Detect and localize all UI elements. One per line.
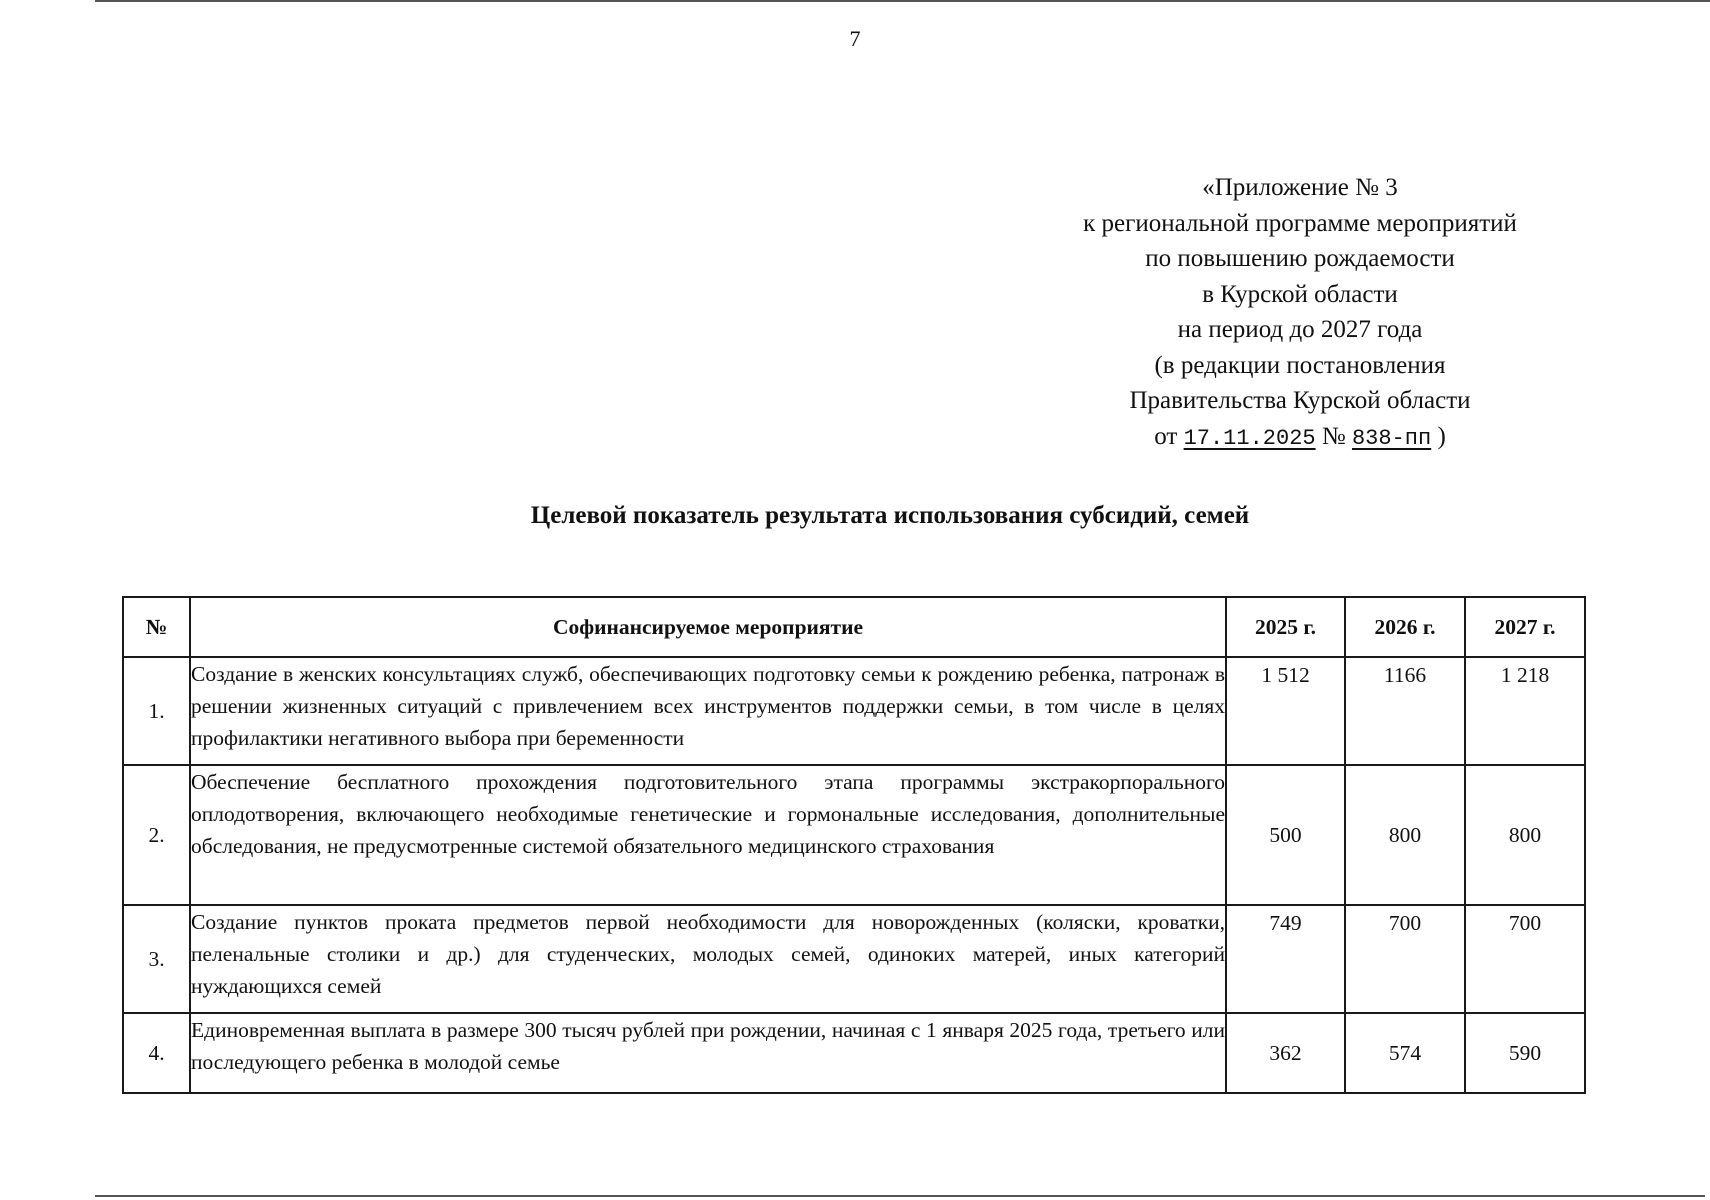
appendix-header: [1000, 170, 1600, 456]
header-num: №: [123, 597, 190, 657]
header-2025: 2025 г.: [1226, 597, 1345, 657]
resolution-number: 838-пп: [1351, 425, 1432, 451]
value-2026: 800: [1345, 765, 1465, 905]
closing-paren: ): [1437, 422, 1446, 450]
number-sign: №: [1321, 422, 1346, 450]
value-2027: 700: [1465, 905, 1585, 1013]
appendix-line: в Курской области: [1202, 280, 1398, 308]
scan-edge-line-top: [95, 0, 1710, 2]
table-row: [123, 1013, 1585, 1093]
row-number: 4.: [123, 1013, 190, 1093]
page-number: 7: [849, 26, 861, 51]
value-2027: 1 218: [1465, 657, 1585, 765]
appendix-line: Правительства Курской области: [1129, 387, 1471, 414]
row-number: 1.: [123, 657, 190, 765]
document-title: Целевой показатель результата использования субсидий, семей: [530, 502, 1250, 529]
appendix-line: на период до 2027 года: [1177, 316, 1423, 343]
appendix-line: (в редакции постановления: [1154, 351, 1446, 379]
scan-edge-line-bottom: [95, 1195, 1705, 1197]
header-measure: Софинансируемое мероприятие: [190, 597, 1226, 657]
value-2027: 800: [1465, 765, 1585, 905]
table-header-row: [123, 597, 1585, 657]
table-row: [123, 905, 1585, 1013]
measure-text: Создание в женских консультациях служб, обеспечивающих подготовку семьи к рождению ребенка, патронаж в решении жизненных ситуаций с привлечением всех инструментов поддержки семьи, в том числе в целях профилактики негативного выбора при беременности: [190, 657, 1226, 765]
value-2025: 362: [1226, 1013, 1345, 1093]
header-2027: 2027 г.: [1465, 597, 1585, 657]
value-2025: 1 512: [1226, 657, 1345, 765]
row-number: 2.: [123, 765, 190, 905]
value-2026: 700: [1345, 905, 1465, 1013]
measure-text: Создание пунктов проката предметов первой необходимости для новорожденных (коляски, кроватки, пеленальные столики и др.) для студенческих, молодых семей, одиноких матерей, иных категорий нуждающихся семей: [190, 905, 1226, 1013]
appendix-line: к региональной программе мероприятий: [1083, 209, 1517, 237]
measure-text: Единовременная выплата в размере 300 тысяч рублей при рождении, начиная с 1 января 2025 года, третьего или последующего ребенка в молодой семье: [190, 1013, 1226, 1093]
row-number: 3.: [123, 905, 190, 1013]
date-prefix: от: [1154, 422, 1178, 450]
appendix-line: «Приложение № 3: [1202, 174, 1398, 201]
appendix-line: по повышению рождаемости: [1145, 245, 1455, 272]
target-indicators-table: [122, 596, 1586, 1094]
header-2026: 2026 г.: [1345, 597, 1465, 657]
value-2027: 590: [1465, 1013, 1585, 1093]
value-2026: 574: [1345, 1013, 1465, 1093]
appendix-date-line: [1000, 419, 1600, 457]
table-row: [123, 657, 1585, 765]
value-2025: 500: [1226, 765, 1345, 905]
resolution-date: 17.11.2025: [1183, 425, 1316, 451]
table-row: [123, 765, 1585, 905]
value-2026: 1166: [1345, 657, 1465, 765]
value-2025: 749: [1226, 905, 1345, 1013]
measure-text: Обеспечение бесплатного прохождения подготовительного этапа программы экстракорпорального оплодотворения, включающего необходимые генетические и гормональные исследования, дополнительные обследования, не предусмотренные системой обязательного медицинского страхования: [190, 765, 1226, 905]
